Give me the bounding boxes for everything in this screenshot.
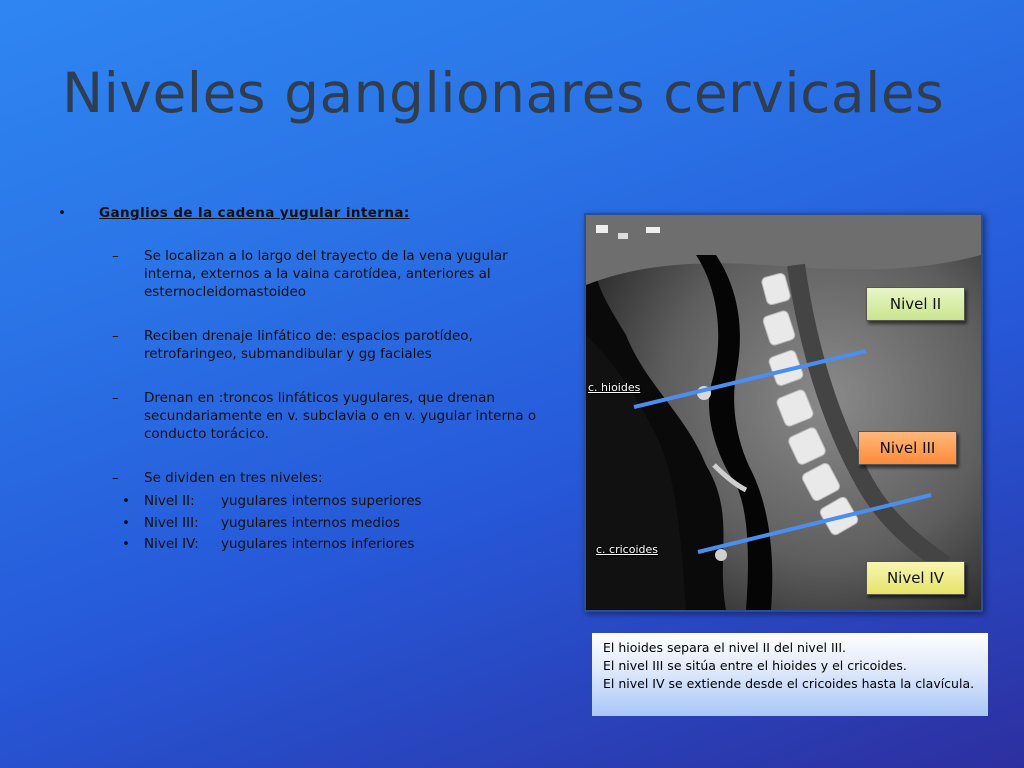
level-item-iii — [122, 513, 544, 535]
level-desc: yugulares internos superiores — [221, 493, 422, 509]
level-desc: yugulares internos inferiores — [221, 536, 415, 552]
slide-title: Niveles ganglionares cervicales — [62, 61, 945, 125]
level-name: Nivel IV: — [144, 536, 199, 552]
levels-list — [122, 491, 544, 556]
sub-bullet-text: Se localizan a lo largo del trayecto de la vena yugular interna, externos a la vaina carotídea, anteriores al esternocleidomastoideo — [144, 248, 508, 300]
level-name: Nivel II: — [144, 493, 195, 509]
note-line: El nivel IV se extiende desde el cricoides hasta la clavícula. — [603, 676, 975, 691]
note-box — [592, 633, 988, 716]
dash-marker: – — [112, 328, 119, 344]
main-bullet — [58, 205, 538, 221]
hyoid-label: c. hioides — [588, 381, 641, 394]
content-list — [58, 205, 538, 556]
sub-bullet-text: Drenan en :troncos linfáticos yugulares, que drenan secundariamente en v. subclavia o en v. yugular interna o conducto torácico. — [144, 390, 537, 442]
sub-bullet-text: Reciben drenaje linfático de: espacios parotídeo, retrofaringeo, submandibular y gg faciales — [144, 328, 473, 362]
level-iii-box: Nivel III — [858, 431, 957, 465]
bullet-marker: • — [122, 514, 130, 531]
level-name: Nivel III: — [144, 514, 199, 531]
dash-marker: – — [112, 248, 119, 264]
dash-marker: – — [112, 390, 119, 406]
sub-bullet-outflow — [58, 389, 544, 443]
main-bullet-text: Ganglios de la cadena yugular interna: — [99, 205, 410, 221]
note-line: El hioides separa el nivel II del nivel III. — [603, 640, 846, 655]
sub-bullet-text: Se dividen en tres niveles: — [144, 470, 323, 486]
cricoid-label: c. cricoides — [596, 543, 658, 556]
level-item-ii — [122, 491, 544, 513]
level-ii-box: Nivel II — [866, 287, 965, 321]
level-desc: yugulares internos medios — [221, 514, 401, 531]
level-iv-box: Nivel IV — [866, 561, 965, 595]
note-line: El nivel III se sitúa entre el hioides y el cricoides. — [603, 658, 907, 673]
sub-bullet-levels — [58, 469, 544, 556]
sub-bullet-drainage — [58, 327, 544, 363]
sub-bullet-location — [58, 247, 544, 301]
level-item-iv — [122, 534, 544, 556]
ct-scan-image — [584, 213, 983, 612]
bullet-marker: • — [122, 536, 130, 552]
dash-marker: – — [112, 470, 119, 486]
bullet-marker: • — [122, 493, 130, 509]
bullet-marker: • — [58, 205, 66, 221]
